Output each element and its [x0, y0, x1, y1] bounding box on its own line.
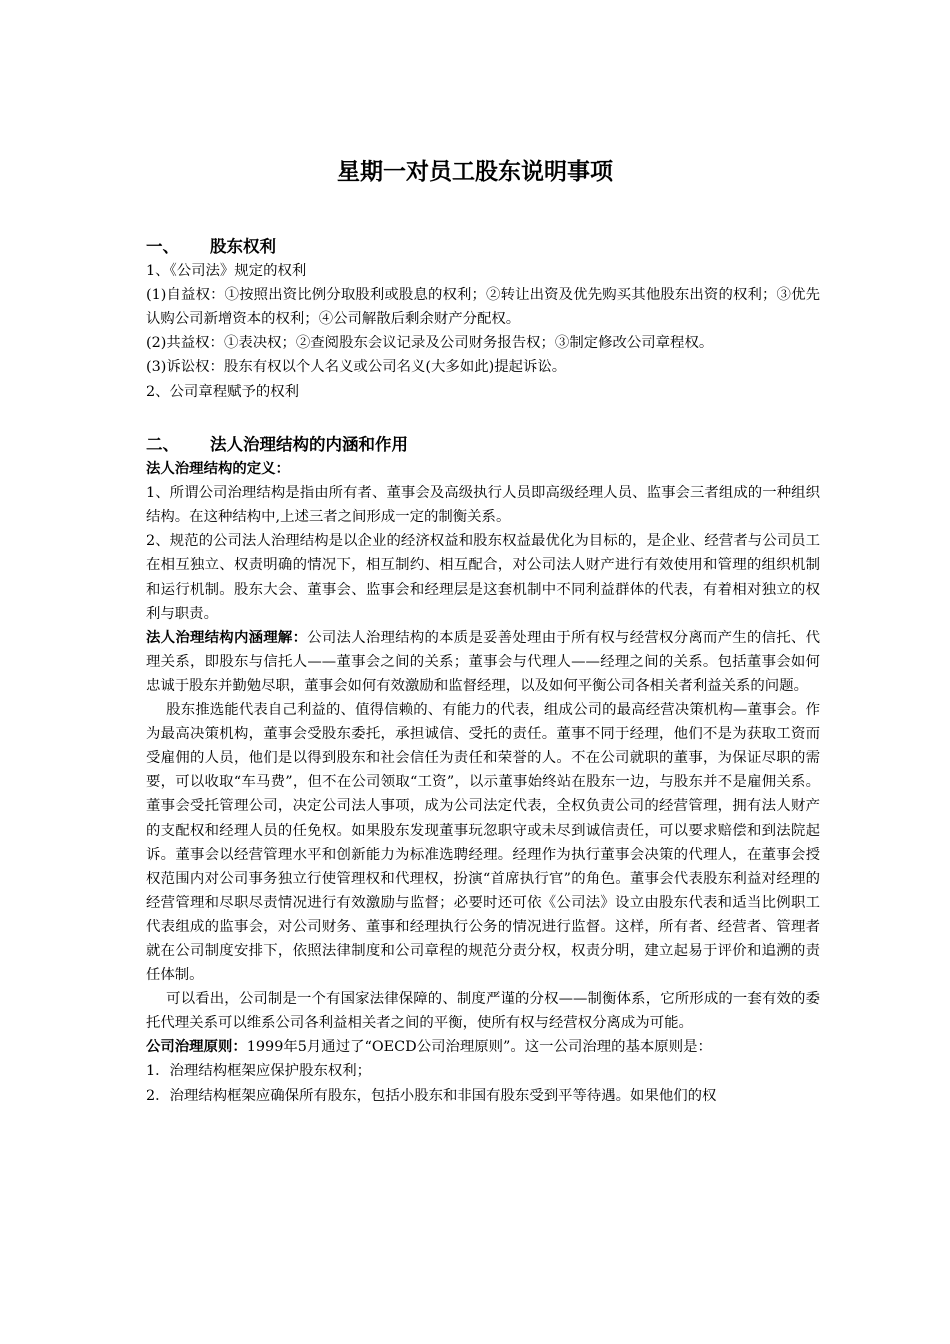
section-heading [146, 235, 820, 259]
list-item: 1、《公司法》规定的权利 [146, 263, 307, 280]
paragraph: (1)自益权：①按照出资比例分取股利或股息的权利；②转让出资及优先购买其他股东出资的权利；③优先认购公司新增资本的权利；④公司解散后剩余财产分配权。 [146, 287, 820, 328]
section-one [146, 235, 820, 404]
paragraph: (3)诉讼权：股东有权以个人名义或公司名义(大多如此)提起诉讼。 [146, 359, 567, 376]
principle-text: 1999年5月通过了“OECD公司治理原则”。这一公司治理的基本原则是： [246, 1039, 712, 1056]
section-number: 一、 [146, 237, 179, 256]
paragraph: 1、所谓公司治理结构是指由所有者、董事会及高级执行人员即高级经理人员、监事会三者组成的一种组织结构。在这种结构中,上述三者之间形成一定的制衡关系。 [146, 485, 820, 526]
paragraph: 可以看出，公司制是一个有国家法律保障的、制度严谨的分权——制衡体系，它所形成的一套有效的委托代理关系可以维系公司各利益相关者之间的平衡，使所有权与经营权分离成为可能。 [146, 991, 820, 1032]
paragraph: (2)共益权：①表决权；②查阅股东会议记录及公司财务报告权；③制定修改公司章程权。 [146, 335, 714, 352]
list-item: 2、公司章程赋予的权利 [146, 383, 300, 400]
section-heading [146, 433, 820, 457]
paragraph [146, 626, 820, 698]
section-number: 二、 [146, 435, 179, 454]
document-title: 星期一对员工股东说明事项 [337, 159, 613, 185]
definition-label: 法人治理结构的定义： [146, 460, 290, 478]
section-title: 法人治理结构的内涵和作用 [210, 435, 408, 454]
meaning-label: 法人治理结构内涵理解： [146, 628, 308, 646]
meaning-text: 公司法人治理结构的本质是妥善处理由于所有权与经营权分离而产生的信托、代理关系，即股东与信托人——董事会之间的关系；董事会与代理人——经理之间的关系。包括董事会如何忠诚于股东并勤勉尽职，董事会如何有效激励和监督经理，以及如何平衡公司各相关者利益关系的问题。 [146, 629, 820, 694]
paragraph: 2、规范的公司法人治理结构是以企业的经济权益和股东权益最优化为目标的，是企业、经营者与公司员工在相互独立、权责明确的情况下，相互制约、相互配合，对公司法人财产进行有效使用和管理的组织机制和运行机制。股东大会、董事会、监事会和经理层是这套机制中不同利益群体的代表，有着相对独立的权利与职责。 [146, 533, 820, 622]
list-item: 2．治理结构框架应确保所有股东，包括小股东和非国有股东受到平等待遇。如果他们的权 [146, 1087, 717, 1104]
paragraph [146, 1035, 820, 1059]
paragraph: 股东推选能代表自己利益的、值得信赖的、有能力的代表，组成公司的最高经营决策机构—董事会。作为最高决策机构，董事会受股东委托，承担诚信、受托的责任。董事不同于经理，他们不是为获取工资而受雇佣的人员，他们是以得到股东和社会信任为责任和荣誉的人。不在公司就职的董事，为保证尽职的需要，可以收取“车马费”，但不在公司领取“工资”，以示董事始终站在股东一边，与股东并不是雇佣关系。董事会受托管理公司，决定公司法人事项，成为公司法定代表，全权负责公司的经营管理，拥有法人财产的支配权和经理人员的任免权。如果股东发现董事玩忽职守或未尽到诚信责任，可以要求赔偿和到法院起诉。董事会以经营管理水平和创新能力为标准选聘经理。经理作为执行董事会决策的代理人，在董事会授权范围内对公司事务独立行使管理权和代理权，扮演“首席执行官”的角色。董事会代表股东利益对经理的经营管理和尽职尽责情况进行有效激励与监督；必要时还可依《公司法》设立由股东代表和适当比例职工代表组成的监事会，对公司财务、董事和经理执行公务的情况进行监督。这样，所有者、经营者、管理者就在公司制度安排下，依照法律制度和公司章程的规范分责分权，权责分明，建立起易于评价和追溯的责任体制。 [146, 702, 820, 984]
section-title: 股东权利 [210, 237, 276, 256]
section-two [146, 433, 820, 1108]
principle-label: 公司治理原则： [146, 1038, 247, 1056]
list-item: 1．治理结构框架应保护股东权利； [146, 1063, 372, 1080]
